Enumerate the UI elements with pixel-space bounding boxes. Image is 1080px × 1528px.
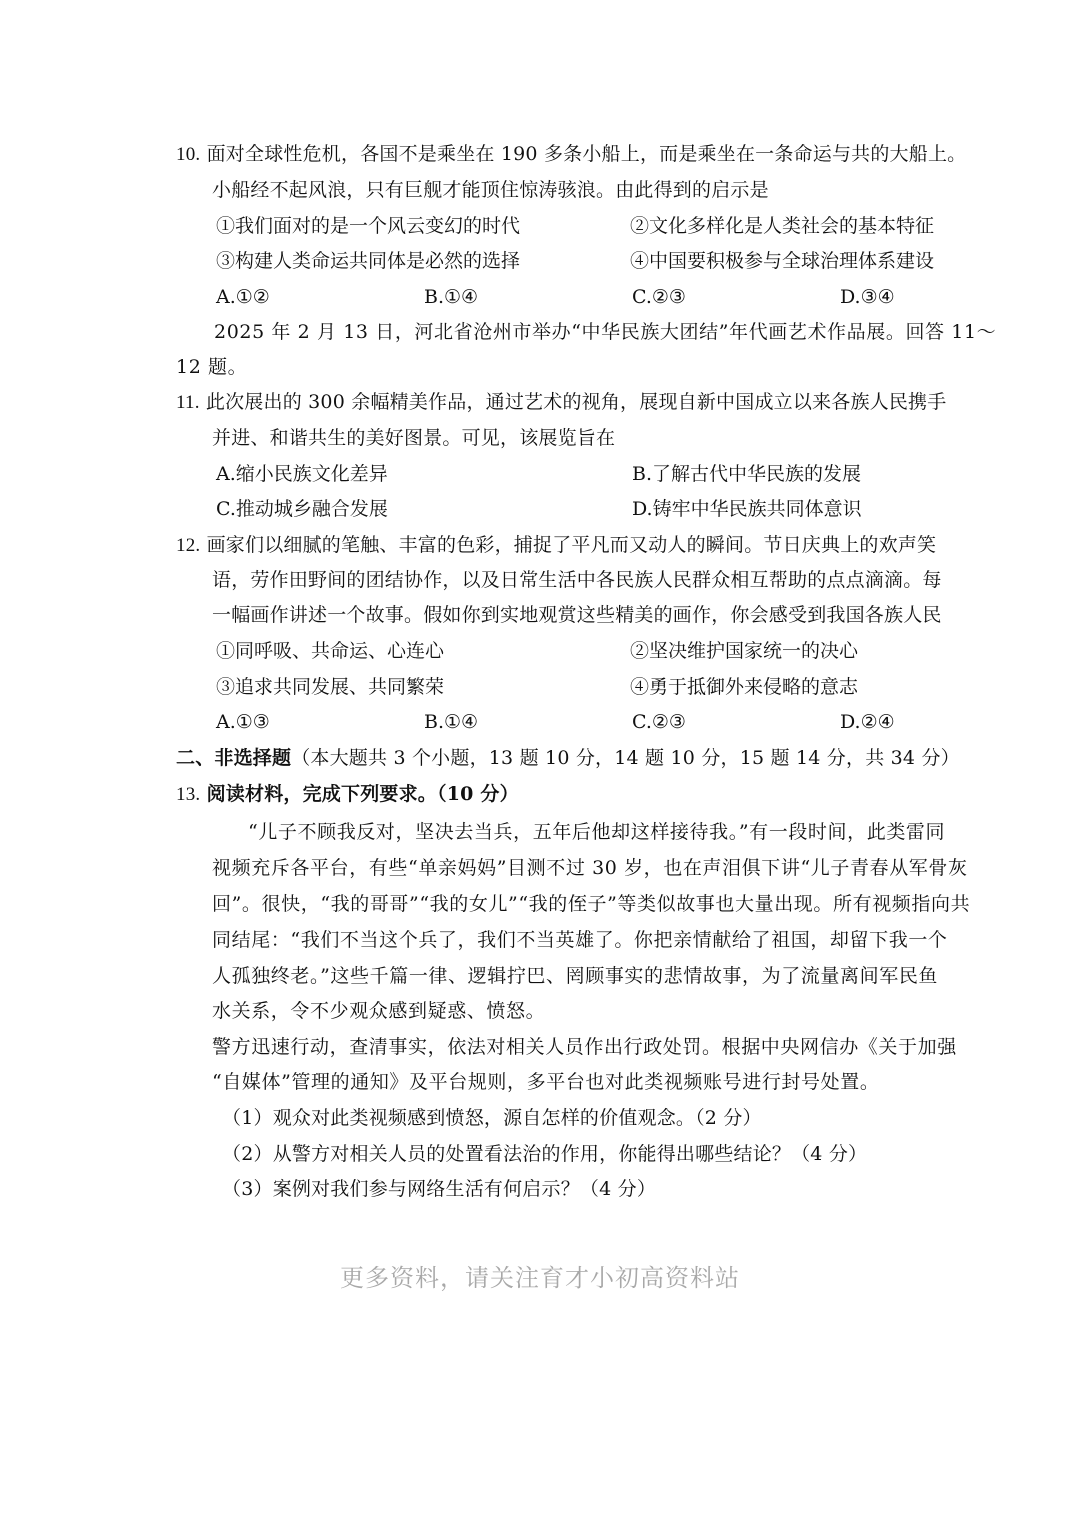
q10-option-a: A.①② [216,286,270,308]
intro-11-12-line1: 2025 年 2 月 13 日，河北省沧州市举办“中华民族大团结”年代画艺术作品展。回答 11～ [214,321,997,343]
q10-option-c: C.②③ [632,286,686,308]
q12-number: 12. [176,535,201,556]
q12-stem-3: 一幅画作讲述一个故事。假如你到实地观赏这些精美的画作，你会感受到我国各族人民 [212,604,942,626]
q13-material-line-6: 水关系，令不少观众感到疑惑、愤怒。 [212,1000,546,1022]
q13-question-1: （1）观众对此类视频感到愤怒，源自怎样的价值观念。（2 分） [222,1107,762,1129]
q10-stem-2: 小船经不起风浪，只有巨舰才能顶住惊涛骇浪。由此得到的启示是 [212,179,769,201]
q13-material-line-2: 视频充斥各平台，有些“单亲妈妈”目测不过 30 岁，也在声泪俱下讲“儿子青春从军骨灰 [212,857,968,879]
q13-title-line [176,780,519,809]
q13-material-line-3: 回”。很快，“我的哥哥”“我的女儿”“我的侄子”等类似故事也大量出现。所有视频指向共 [212,893,971,915]
q12-item-1: ①同呼吸、共命运、心连心 [216,640,445,662]
section2-heading: 二、非选择题 [176,747,292,769]
q11-number: 11. [176,392,200,413]
q11-stem-1: 此次展出的 300 余幅精美作品，通过艺术的视角，展现自新中国成立以来各族人民携手 [205,391,947,413]
q13-material-line-8: “自媒体”管理的通知》及平台规则，多平台也对此类视频账号进行封号处置。 [212,1071,880,1093]
q11-line1 [176,388,946,417]
q12-option-d: D.②④ [840,711,895,733]
intro-11-12-line2: 12 题。 [176,356,248,378]
q10-number: 10. [176,144,201,165]
section2-note: （本大题共 3 个小题，13 题 10 分，14 题 10 分，15 题 14 分，共 34 分） [291,747,960,769]
q12-option-c: C.②③ [632,711,686,733]
q13-material-line-7: 警方迅速行动，查清事实，依法对相关人员作出行政处罚。根据中央网信办《关于加强 [212,1036,957,1058]
q12-option-a: A.①③ [216,711,270,733]
q11-stem-2: 并进、和谐共生的美好图景。可见，该展览旨在 [212,427,616,449]
q12-option-b: B.①④ [424,711,479,733]
q12-item-2: ②坚决维护国家统一的决心 [630,640,859,662]
q12-item-3: ③追求共同发展、共同繁荣 [216,676,445,698]
q13-title: 阅读材料，完成下列要求。（10 分） [206,783,519,805]
q10-item-4: ④中国要积极参与全球治理体系建设 [630,250,935,272]
q11-option-c: C.推动城乡融合发展 [216,498,388,520]
q13-question-2: （2）从警方对相关人员的处置看法治的作用，你能得出哪些结论？（4 分） [222,1143,868,1165]
q11-option-b: B.了解古代中华民族的发展 [632,463,862,485]
q10-option-d: D.③④ [840,286,895,308]
q11-option-d: D.铸牢中华民族共同体意识 [632,498,862,520]
q12-item-4: ④勇于抵御外来侵略的意志 [630,676,859,698]
q10-stem-1: 面对全球性危机，各国不是乘坐在 190 多条小船上，而是乘坐在一条命运与共的大船上。 [206,143,967,165]
q13-material-line-4: 同结尾：“我们不当这个兵了，我们不当英雄了。你把亲情献给了祖国，却留下我一个 [212,929,948,951]
q12-stem-2: 语，劳作田野间的团结协作，以及日常生活中各民族人民群众相互帮助的点点滴滴。每 [212,569,942,591]
q12-stem-1: 画家们以细腻的笔触、丰富的色彩，捕捉了平凡而又动人的瞬间。节日庆典上的欢声笑 [206,534,937,556]
q10-item-2: ②文化多样化是人类社会的基本特征 [630,215,935,237]
q13-number: 13. [176,784,201,805]
q11-option-a: A.缩小民族文化差异 [216,463,388,485]
q12-line1 [176,531,936,560]
q10-option-b: B.①④ [424,286,479,308]
q10-line1 [176,140,966,169]
q13-question-3: （3）案例对我们参与网络生活有何启示？（4 分） [222,1178,657,1200]
watermark-text: 更多资料，请关注育才小初高资料站 [340,1264,740,1292]
section2-heading-line [176,744,960,772]
q10-item-3: ③构建人类命运共同体是必然的选择 [216,250,521,272]
q13-material-line-1: “儿子不顾我反对，坚决去当兵，五年后他却这样接待我。”有一段时间，此类雷同 [248,821,946,843]
q13-material-line-5: 人孤独终老。”这些千篇一律、逻辑拧巴、罔顾事实的悲情故事，为了流量离间军民鱼 [212,965,939,987]
q10-item-1: ①我们面对的是一个风云变幻的时代 [216,215,521,237]
